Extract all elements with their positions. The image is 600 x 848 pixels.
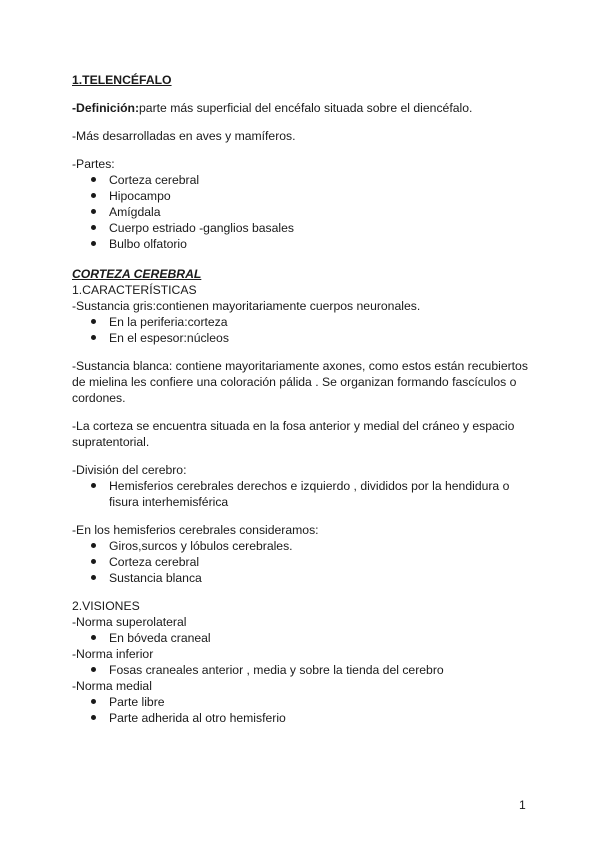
division-label: -División del cerebro: xyxy=(72,463,187,477)
aves-paragraph: -Más desarrolladas en aves y mamíferos. xyxy=(72,129,296,143)
bullet-icon xyxy=(91,635,96,640)
list-item: Cuerpo estriado -ganglios basales xyxy=(109,220,530,236)
fosa-line-2: supratentorial. xyxy=(72,435,150,449)
bullet-icon xyxy=(91,483,96,488)
bullet-icon xyxy=(91,667,96,672)
superolateral-list xyxy=(72,630,530,646)
norma-inferior: -Norma inferior xyxy=(72,647,154,661)
document-page xyxy=(72,72,530,726)
partes-label: -Partes: xyxy=(72,157,115,171)
list-item: Bulbo olfatorio xyxy=(109,236,530,252)
norma-superolateral: -Norma superolateral xyxy=(72,615,187,629)
section-heading-corteza: CORTEZA CEREBRAL xyxy=(72,267,202,281)
bullet-icon xyxy=(91,559,96,564)
bullet-icon xyxy=(91,177,96,182)
partes-list xyxy=(72,172,530,252)
list-item: Parte adherida al otro hemisferio xyxy=(109,710,530,726)
definition-label: -Definición: xyxy=(72,101,140,115)
page-number: 1 xyxy=(519,798,526,812)
fosa-line-1: -La corteza se encuentra situada en la fosa anterior y medial del cráneo y espacio xyxy=(72,419,515,433)
bullet-icon xyxy=(91,209,96,214)
bullet-icon xyxy=(91,241,96,246)
sustancia-blanca-line-1: -Sustancia blanca: contiene mayoritariamente axones, como estos están recubiertos xyxy=(72,359,528,373)
list-item: Corteza cerebral xyxy=(109,554,530,570)
bullet-icon xyxy=(91,543,96,548)
list-item: En el espesor:núcleos xyxy=(109,330,530,346)
list-item: En la periferia:corteza xyxy=(109,314,530,330)
bullet-icon xyxy=(91,715,96,720)
definition-text: parte más superficial del encéfalo situada sobre el diencéfalo. xyxy=(139,101,473,115)
subheading-caracteristicas: 1.CARACTERÍSTICAS xyxy=(72,283,197,297)
hemisferios-label: -En los hemisferios cerebrales consideramos: xyxy=(72,523,319,537)
list-item: Hemisferios cerebrales derechos e izquierdo , divididos por la hendidura o xyxy=(109,478,530,494)
bullet-icon xyxy=(91,699,96,704)
list-item-continuation: fisura interhemisférica xyxy=(109,495,229,509)
bullet-icon xyxy=(91,335,96,340)
list-item: Hipocampo xyxy=(109,188,530,204)
bullet-icon xyxy=(91,225,96,230)
list-item: Giros,surcos y lóbulos cerebrales. xyxy=(109,538,530,554)
list-item: Fosas craneales anterior , media y sobre la tienda del cerebro xyxy=(109,662,530,678)
list-item: Amígdala xyxy=(109,204,530,220)
bullet-icon xyxy=(91,193,96,198)
list-item: Sustancia blanca xyxy=(109,570,530,586)
division-list xyxy=(72,478,530,510)
sustancia-blanca-line-2: de mielina les confiere una coloración pálida . Se organizan formando fascículos o xyxy=(72,375,517,389)
hemisferios-list xyxy=(72,538,530,586)
inferior-list xyxy=(72,662,530,678)
medial-list xyxy=(72,694,530,726)
section-heading-visiones: 2.VISIONES xyxy=(72,599,140,613)
sustancia-gris-paragraph: -Sustancia gris:contienen mayoritariamente cuerpos neuronales. xyxy=(72,299,421,313)
bullet-icon xyxy=(91,319,96,324)
page-title: 1.TELENCÉFALO xyxy=(72,73,172,87)
sustancia-gris-list xyxy=(72,314,530,346)
definition-paragraph xyxy=(72,100,530,116)
list-item: Corteza cerebral xyxy=(109,172,530,188)
bullet-icon xyxy=(91,575,96,580)
list-item: Parte libre xyxy=(109,694,530,710)
list-item: En bóveda craneal xyxy=(109,630,530,646)
sustancia-blanca-line-3: cordones. xyxy=(72,391,126,405)
norma-medial: -Norma medial xyxy=(72,679,152,693)
